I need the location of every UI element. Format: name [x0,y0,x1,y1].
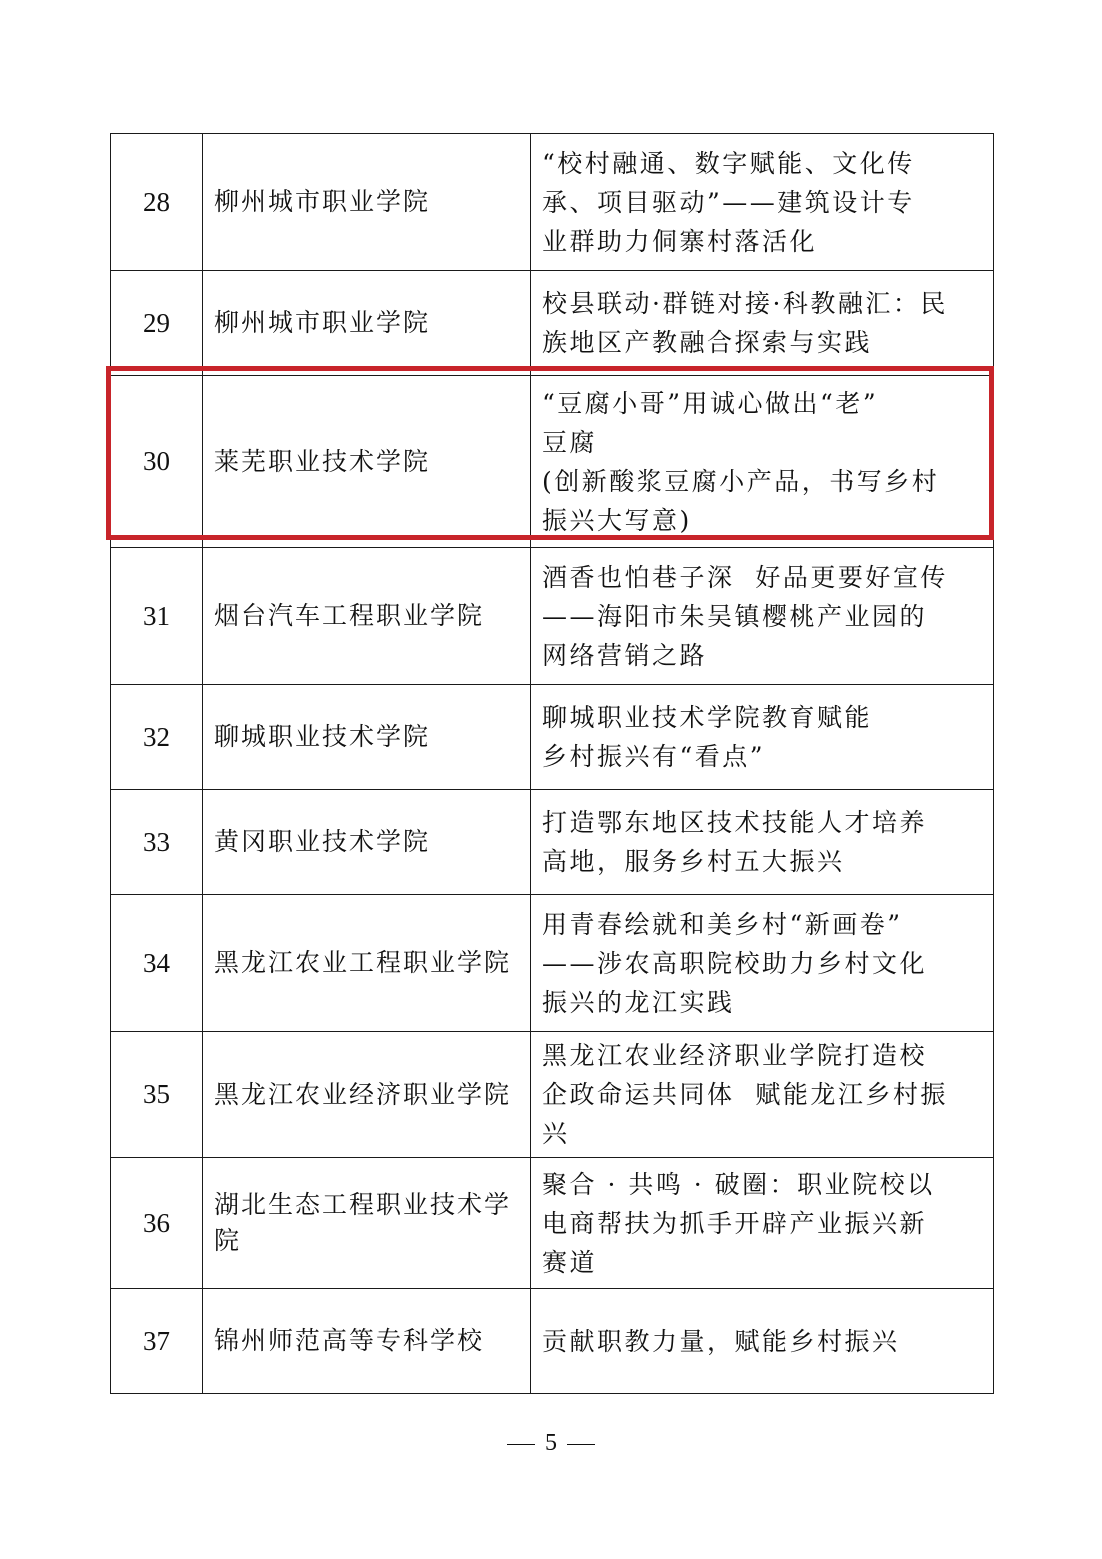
row-number-cell: 35 [111,1032,203,1158]
project-title-cell [531,271,994,376]
row-number-cell: 32 [111,685,203,790]
row-number-cell: 34 [111,895,203,1032]
project-title-line: 网络营销之路 [542,640,708,670]
project-title-line: 打造鄂东地区技术技能人才培养 [542,808,928,837]
table-row [111,548,994,685]
project-title-line: 承、项目驱动”——建筑设计专 [542,187,915,217]
project-title-line: 振兴的龙江实践 [542,987,735,1017]
table-row [111,895,994,1032]
table-row [111,1289,994,1394]
project-title-line: 业群助力侗寨村落活化 [542,226,818,256]
table-body [111,134,994,1394]
school-name-cell: 莱芜职业技术学院 [203,376,531,548]
project-title-line: 族地区产教融合探索与实践 [542,328,873,357]
project-title-line: 兴 [542,1119,570,1148]
project-title-line: 聊城职业技术学院教育赋能 [542,703,873,732]
school-name-cell: 锦州师范高等专科学校 [203,1289,531,1394]
project-title-line: 黑龙江农业经济职业学院打造校 [542,1041,928,1070]
row-number-cell: 28 [111,134,203,271]
school-name-cell: 烟台汽车工程职业学院 [203,548,531,685]
project-title-cell [531,548,994,685]
project-title-cell [531,1158,994,1289]
project-title-line: 聚合 · 共鸣 · 破圈：职业院校以 [542,1169,935,1199]
project-title-line: 豆腐 [542,427,598,457]
table-row [111,1158,994,1289]
page-number: 5 [545,1430,557,1456]
project-title-cell [531,134,994,271]
table-row [111,1032,994,1158]
project-title-line: 高地，服务乡村五大振兴 [542,847,845,876]
project-title-cell [531,376,994,548]
school-name-cell: 黑龙江农业工程职业学院 [203,895,531,1032]
project-title-line: 用青春绘就和美乡村“新画卷” [542,909,903,939]
school-name-cell: 湖北生态工程职业技术学院 [203,1158,531,1289]
project-title-line: 贡献职教力量，赋能乡村振兴 [542,1326,900,1356]
project-title-line: 电商帮扶为抓手开辟产业振兴新 [542,1208,928,1238]
school-name-cell: 黄冈职业技术学院 [203,790,531,895]
row-number-cell: 30 [111,376,203,548]
project-title-cell [531,1032,994,1158]
project-title-cell [531,790,994,895]
project-title-line: ——海阳市朱吴镇樱桃产业园的 [542,601,928,631]
page-footer [0,1430,1102,1457]
row-number-cell: 37 [111,1289,203,1394]
project-title-cell [531,685,994,790]
project-title-line: “豆腐小哥”用诚心做出“老” [542,388,879,418]
table-row [111,790,994,895]
table-row [111,271,994,376]
project-title-line: 乡村振兴有“看点” [542,742,766,771]
footer-right-dash [567,1444,595,1445]
school-name-cell: 柳州城市职业学院 [203,134,531,271]
project-title-line: (创新酸浆豆腐小产品，书写乡村 [542,466,940,496]
project-title-line: “校村融通、数字赋能、文化传 [542,148,915,178]
project-title-line: 校县联动·群链对接·科教融汇：民 [542,289,948,318]
project-title-cell [531,1289,994,1394]
row-number-cell: 33 [111,790,203,895]
school-name-cell: 聊城职业技术学院 [203,685,531,790]
row-number-cell: 31 [111,548,203,685]
project-list-table [110,133,994,1394]
school-name-cell: 柳州城市职业学院 [203,271,531,376]
project-title-line: 酒香也怕巷子深 好品更要好宣传 [542,562,948,592]
school-name-cell: 黑龙江农业经济职业学院 [203,1032,531,1158]
footer-left-dash [507,1444,535,1445]
project-title-line: 赛道 [542,1247,598,1277]
project-title-line: 振兴大写意) [542,505,692,535]
project-title-line: 企政命运共同体 赋能龙江乡村振 [542,1080,948,1109]
row-number-cell: 36 [111,1158,203,1289]
row-number-cell: 29 [111,271,203,376]
project-title-cell [531,895,994,1032]
table-row [111,685,994,790]
table-row [111,134,994,271]
project-title-line: ——涉农高职院校助力乡村文化 [542,948,928,978]
table-row [111,376,994,548]
